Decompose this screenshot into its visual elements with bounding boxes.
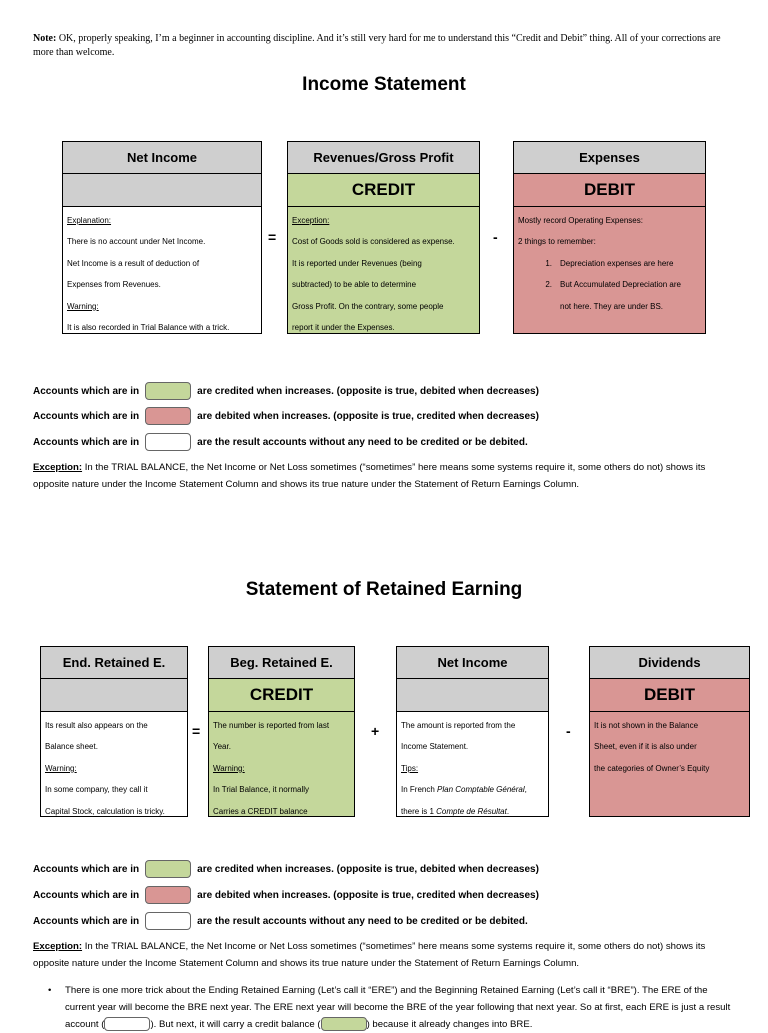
credit-swatch	[145, 382, 191, 400]
text-line: the categories of Owner’s Equity	[594, 763, 710, 773]
text-line: Capital Stock, calculation is tricky.	[45, 806, 165, 816]
net-income-retained-nature	[397, 679, 548, 712]
note-label: Note:	[33, 33, 57, 44]
legend-prefix: Accounts which are in	[33, 410, 140, 422]
minus-operator: -	[493, 229, 498, 245]
text-line: Mostly record Operating Expenses:	[518, 216, 643, 225]
legend-prefix: Accounts which are in	[33, 385, 140, 397]
revenues-nature: CREDIT	[288, 174, 479, 207]
note	[33, 32, 738, 60]
exception-label: Exception:	[33, 941, 83, 952]
revenues-body	[288, 207, 479, 333]
text-line: Income Statement.	[401, 742, 469, 752]
dividends-header: Dividends	[590, 647, 749, 679]
legend-prefix: Accounts which are in	[33, 436, 140, 448]
text-line: In some company, they call it	[45, 785, 148, 795]
minus-operator: -	[566, 723, 571, 739]
legend-credit	[33, 382, 539, 400]
text-line: It is reported under Revenues (being	[292, 258, 422, 268]
text-line: In French Plan Comptable Général,	[401, 785, 527, 795]
result-swatch	[145, 433, 191, 451]
expenses-body	[514, 207, 705, 333]
explanation-label: Explanation:	[67, 216, 112, 225]
text-line: Sheet, even if it is also under	[594, 742, 697, 752]
credit-swatch	[145, 860, 191, 878]
exception-label: Exception:	[33, 462, 83, 473]
legend-text: are debited when increases. (opposite is true, credited when decreases)	[197, 889, 539, 901]
ending-retained-nature	[41, 679, 187, 712]
exception-label: Exception:	[292, 216, 330, 225]
beginning-retained-nature: CREDIT	[209, 679, 354, 712]
plus-operator: +	[371, 723, 380, 739]
ending-retained-header: End. Retained E.	[41, 647, 187, 679]
list-item: 2. But Accumulated Depreciation are	[545, 280, 681, 290]
expenses-box	[513, 141, 706, 334]
legend-debit	[33, 886, 539, 904]
tips-label: Tips:	[401, 763, 419, 773]
legend-prefix: Accounts which are in	[33, 889, 140, 901]
text-line: 2 things to remember:	[518, 237, 596, 247]
beginning-retained-body	[209, 712, 354, 816]
legend-result	[33, 912, 528, 930]
text-line: In Trial Balance, it normally	[213, 785, 310, 795]
net-income-header: Net Income	[63, 142, 261, 174]
legend-debit	[33, 407, 539, 425]
bullet-item	[48, 982, 738, 1033]
net-income-retained-body	[397, 712, 548, 825]
revenues-box	[287, 141, 480, 334]
warning-label: Warning:	[45, 763, 77, 773]
text-line: There is no account under Net Income.	[67, 237, 206, 247]
equals-operator: =	[192, 723, 201, 739]
dividends-nature: DEBIT	[590, 679, 749, 712]
text-line: Year.	[213, 742, 231, 752]
ending-retained-box	[40, 646, 188, 817]
legend-prefix: Accounts which are in	[33, 915, 140, 927]
beginning-retained-header: Beg. Retained E.	[209, 647, 354, 679]
equals-operator: =	[268, 229, 277, 245]
legend-text: are the result accounts without any need to be credited or be debited.	[197, 915, 528, 927]
text-line: It is not shown in the Balance	[594, 721, 699, 730]
legend-text: are credited when increases. (opposite is true, debited when decreases)	[197, 863, 539, 875]
expenses-nature: DEBIT	[514, 174, 705, 207]
net-income-retained-box	[396, 646, 549, 817]
net-income-box	[62, 141, 262, 334]
dividends-box	[589, 646, 750, 817]
bullet-icon: •	[48, 985, 52, 996]
dividends-body	[590, 712, 749, 816]
retained-earning-title: Statement of Retained Earning	[245, 579, 523, 600]
net-income-nature	[63, 174, 261, 207]
text-line: there is 1 Compte de Résultat.	[401, 806, 510, 816]
text-line: It is also recorded in Trial Balance with a trick.	[67, 323, 230, 333]
legend-result	[33, 433, 528, 451]
beginning-retained-box	[208, 646, 355, 817]
debit-swatch	[145, 407, 191, 425]
credit-swatch	[321, 1017, 367, 1031]
text-line: Gross Profit. On the contrary, some people	[292, 301, 444, 311]
bullet-text: There is one more trick about the Ending Retained Earning (Let’s call it “ERE”) and the Beginning Retained Earning (Let’s call it “BRE”). The ERE of the current year will become the BRE next year. The ERE next year will become the BRE of the year following that next year. So at first, each ERE is just a result account ( ). But next, it will carry a credit balance ( ) because it already changes into BRE.	[65, 985, 731, 1030]
list-item: not here. They are under BS.	[560, 301, 664, 311]
text-line: Balance sheet.	[45, 742, 98, 752]
legend-text: are the result accounts without any need to be credited or be debited.	[197, 436, 528, 448]
text-line: Net Income is a result of deduction of	[67, 258, 200, 268]
text-line: report it under the Expenses.	[292, 323, 395, 333]
text-line: Its result also appears on the	[45, 721, 148, 730]
debit-swatch	[145, 886, 191, 904]
text-line: The amount is reported from the	[401, 721, 516, 730]
exception-paragraph	[33, 938, 743, 972]
legend-credit	[33, 860, 539, 878]
text-line: The number is reported from last	[213, 721, 330, 730]
net-income-body	[63, 207, 261, 341]
text-line: Cost of Goods sold is considered as expense.	[292, 237, 455, 247]
legend-prefix: Accounts which are in	[33, 863, 140, 875]
expenses-header: Expenses	[514, 142, 705, 174]
exception-text: In the TRIAL BALANCE, the Net Income or Net Loss sometimes (“sometimes” here means some systems require it, some others do not) shows its opposite nature under the Income Statement Column and shows its true nature under the Statement of Return Earnings Column.	[33, 941, 706, 969]
result-swatch	[104, 1017, 150, 1031]
exception-paragraph	[33, 459, 743, 493]
exception-text: In the TRIAL BALANCE, the Net Income or Net Loss sometimes (“sometimes” here means some systems require it, some others do not) shows its opposite nature under the Income Statement Column and shows its true nature under the Statement of Return Earnings Column.	[33, 462, 706, 490]
legend-text: are debited when increases. (opposite is true, credited when decreases)	[197, 410, 539, 422]
net-income-retained-header: Net Income	[397, 647, 548, 679]
text-line: Carries a CREDIT balance	[213, 806, 308, 816]
note-text: OK, properly speaking, I’m a beginner in accounting discipline. And it’s still very hard for me to understand this “Credit and Debit” thing. All of your corrections are more than welcome.	[33, 33, 721, 58]
income-statement-title: Income Statement	[302, 74, 466, 95]
warning-label: Warning:	[213, 763, 245, 773]
text-line: subtracted) to be able to determine	[292, 280, 417, 290]
ending-retained-body	[41, 712, 187, 825]
list-item: 1. Depreciation expenses are here	[545, 258, 674, 268]
legend-text: are credited when increases. (opposite is true, debited when decreases)	[197, 385, 539, 397]
revenues-header: Revenues/Gross Profit	[288, 142, 479, 174]
text-line: Expenses from Revenues.	[67, 280, 161, 290]
warning-label: Warning:	[67, 301, 99, 311]
result-swatch	[145, 912, 191, 930]
